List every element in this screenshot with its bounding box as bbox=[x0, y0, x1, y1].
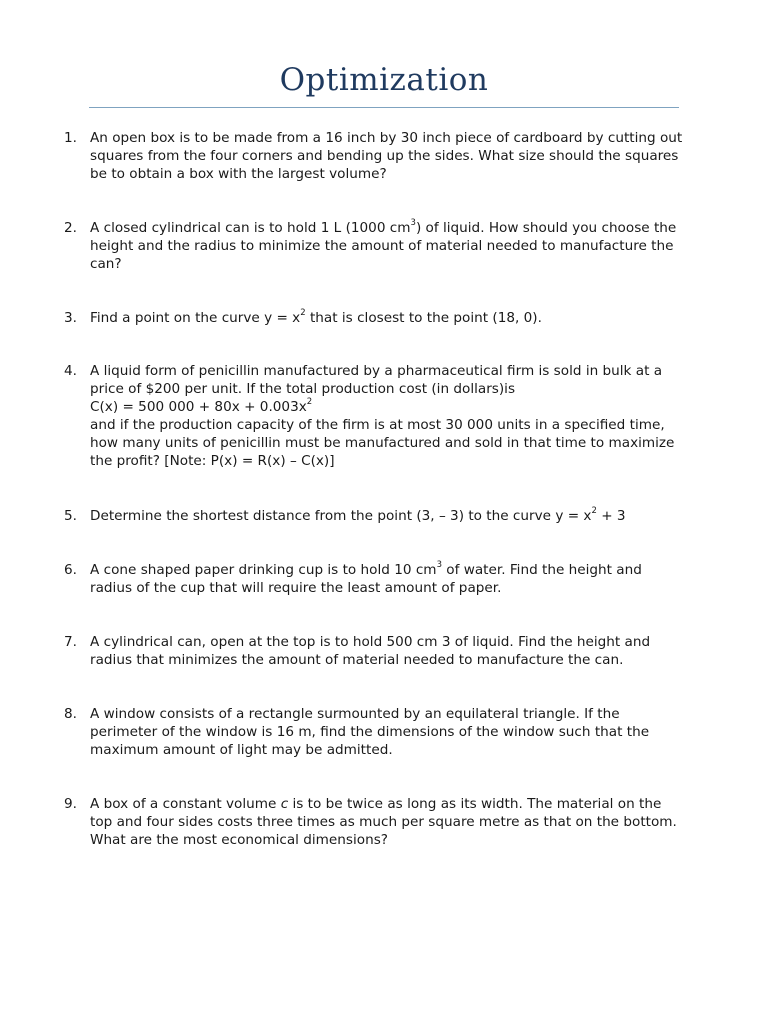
title-divider bbox=[89, 107, 679, 108]
question-number: 9. bbox=[64, 796, 77, 812]
question-number: 7. bbox=[64, 634, 77, 650]
question-line: An open box is to be made from a 16 inch by 30 inch piece of cardboard by cutting out bbox=[90, 130, 683, 146]
question-line: squares from the four corners and bending up the sides. What size should the squares bbox=[90, 148, 679, 164]
question-number: 4. bbox=[64, 363, 77, 379]
question-line: A window consists of a rectangle surmounted by an equilateral triangle. If the bbox=[90, 706, 620, 722]
question-line: how many units of penicillin must be manufactured and sold in that time to maximize bbox=[90, 435, 675, 451]
question-line bbox=[90, 219, 684, 237]
question-number: 5. bbox=[64, 508, 77, 524]
superscript: 2 bbox=[300, 308, 306, 319]
italic-variable: c bbox=[280, 796, 289, 812]
question-text bbox=[90, 507, 684, 525]
question-number: 6. bbox=[64, 562, 77, 578]
question-line: can? bbox=[90, 256, 122, 272]
question-line bbox=[90, 561, 684, 579]
question-line: radius that minimizes the amount of material needed to manufacture the can. bbox=[90, 652, 624, 668]
page-title: Optimization bbox=[279, 62, 489, 98]
text-run: A cone shaped paper drinking cup is to hold 10 cm bbox=[90, 562, 437, 578]
question-line: perimeter of the window is 16 m, find the dimensions of the window such that the bbox=[90, 724, 650, 740]
question-text bbox=[90, 561, 684, 597]
question-text bbox=[90, 795, 684, 849]
question-line: price of $200 per unit. If the total production cost (in dollars)is bbox=[90, 381, 516, 397]
question-line: radius of the cup that will require the least amount of paper. bbox=[90, 580, 502, 596]
question-number: 1. bbox=[64, 130, 77, 146]
question-9 bbox=[64, 795, 684, 849]
question-2 bbox=[64, 219, 684, 273]
question-6 bbox=[64, 561, 684, 597]
question-number: 8. bbox=[64, 706, 77, 722]
text-run: + 3 bbox=[596, 508, 626, 524]
question-7 bbox=[64, 633, 684, 669]
question-text bbox=[90, 309, 684, 327]
question-4 bbox=[64, 362, 684, 470]
question-line: top and four sides costs three times as much per square metre as that on the bottom. bbox=[90, 814, 677, 830]
question-line: maximum amount of light may be admitted. bbox=[90, 742, 393, 758]
text-run: of water. Find the height and bbox=[441, 562, 642, 578]
superscript: 3 bbox=[410, 218, 416, 229]
text-run: is to be twice as long as its width. The material on the bbox=[288, 796, 662, 812]
text-run: A closed cylindrical can is to hold 1 L (1000 cm bbox=[90, 220, 411, 236]
question-number: 3. bbox=[64, 310, 77, 326]
question-line bbox=[90, 398, 684, 416]
text-run: ) of liquid. How should you choose the bbox=[415, 220, 677, 236]
text-run: that is closest to the point (18, 0). bbox=[305, 310, 542, 326]
question-text bbox=[90, 633, 684, 669]
superscript: 2 bbox=[591, 506, 597, 517]
question-1 bbox=[64, 129, 684, 183]
text-run: C(x) = 500 000 + 80x + 0.003x bbox=[90, 399, 307, 415]
question-line: What are the most economical dimensions? bbox=[90, 832, 388, 848]
question-3 bbox=[64, 309, 684, 327]
text-run: Determine the shortest distance from the point (3, – 3) to the curve y = x bbox=[90, 508, 592, 524]
question-5 bbox=[64, 507, 684, 525]
question-line bbox=[90, 309, 684, 327]
question-line: height and the radius to minimize the amount of material needed to manufacture the bbox=[90, 238, 674, 254]
question-text bbox=[90, 219, 684, 273]
text-run: Find a point on the curve y = x bbox=[90, 310, 301, 326]
question-number: 2. bbox=[64, 220, 77, 236]
superscript: 3 bbox=[436, 560, 442, 571]
question-line: A liquid form of penicillin manufactured by a pharmaceutical firm is sold in bulk at a bbox=[90, 363, 663, 379]
text-run: A box of a constant volume bbox=[90, 796, 281, 812]
question-line: the profit? [Note: P(x) = R(x) – C(x)] bbox=[90, 453, 335, 469]
question-line bbox=[90, 507, 684, 525]
question-line: be to obtain a box with the largest volume? bbox=[90, 166, 387, 182]
question-line bbox=[90, 795, 684, 813]
question-text bbox=[90, 362, 684, 470]
superscript: 2 bbox=[306, 397, 313, 408]
question-text bbox=[90, 705, 684, 759]
question-line: A cylindrical can, open at the top is to hold 500 cm 3 of liquid. Find the height and bbox=[90, 634, 651, 650]
question-text bbox=[90, 129, 684, 183]
question-line: and if the production capacity of the firm is at most 30 000 units in a specified time, bbox=[90, 417, 665, 433]
question-8 bbox=[64, 705, 684, 759]
